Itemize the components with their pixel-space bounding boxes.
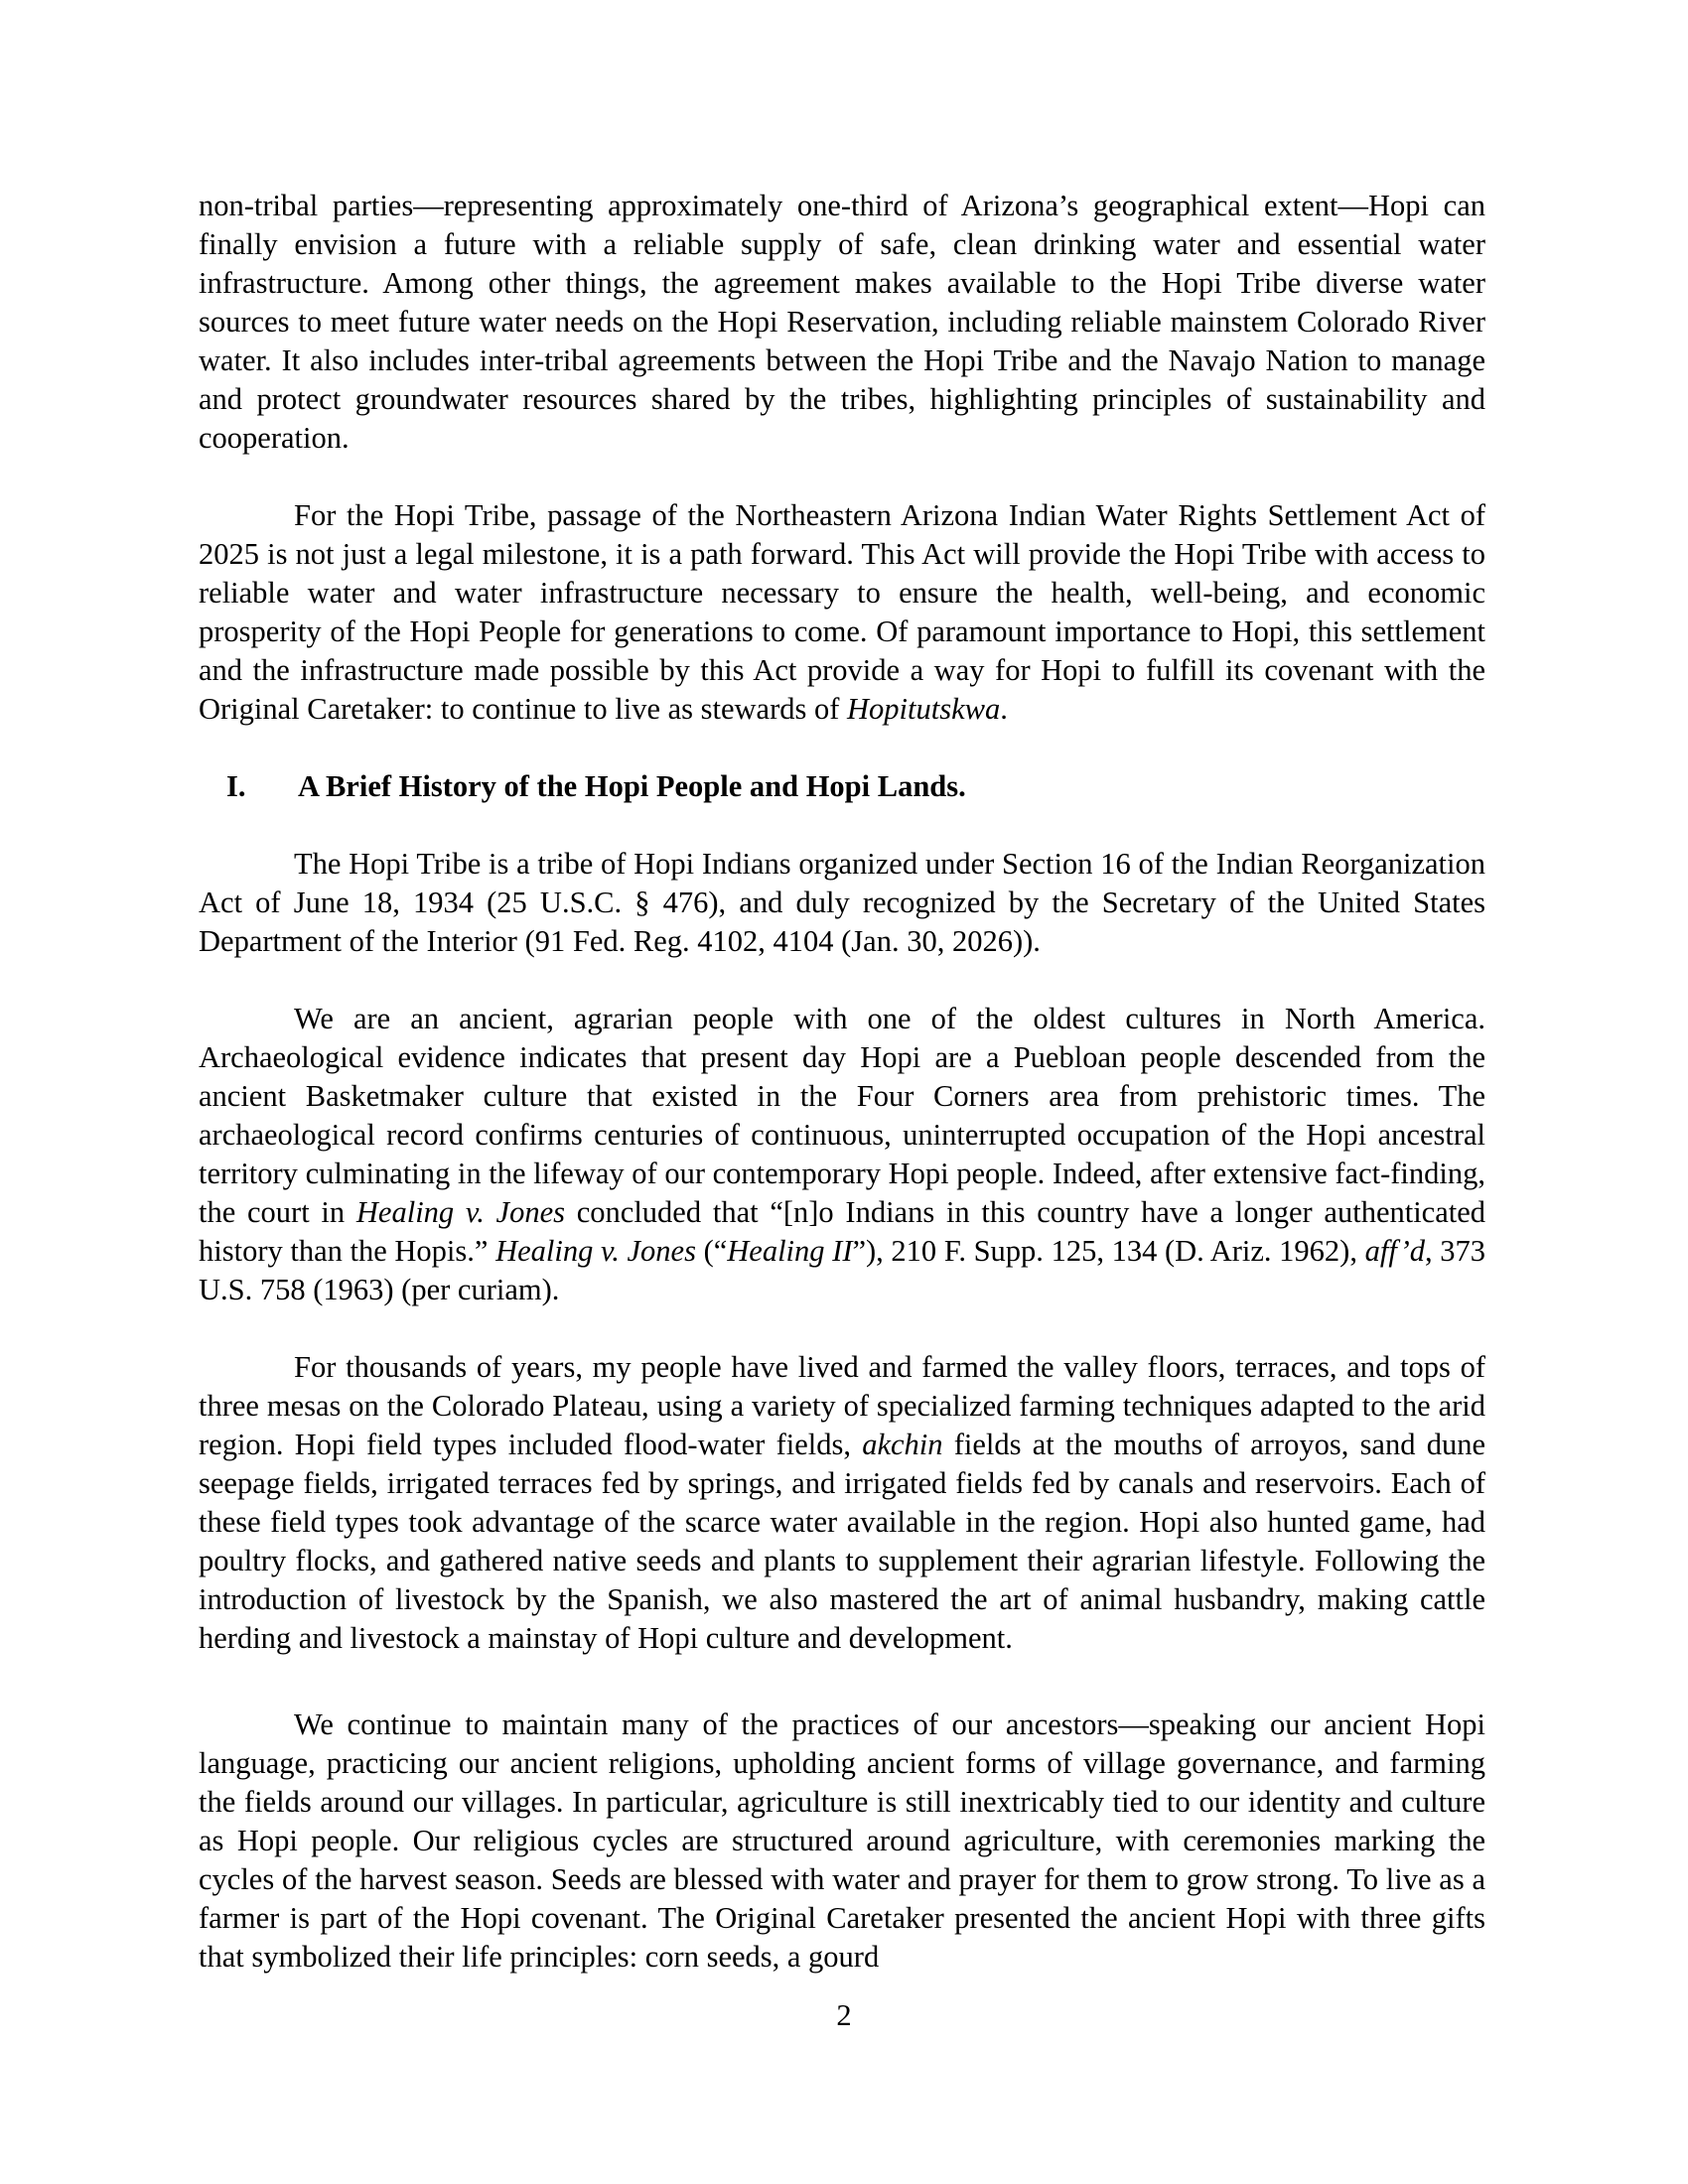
paragraph-5 — [199, 1348, 1485, 1658]
italic-text-segment: akchin — [862, 1428, 943, 1461]
paragraph-3 — [199, 845, 1485, 961]
text-segment: We continue to maintain many of the practices of our ancestors—speaking our ancient Hopi language, practicing our ancient religions, upholding ancient forms of village governance, and farming the fields around our villages. In particular, agriculture is still inextricably tied to our identity and culture as Hopi people. Our religious cycles are structured around agriculture, with ceremonies marking the cycles of the harvest season. Seeds are blessed with water and prayer for them to grow strong. To live as a farmer is part of the Hopi covenant. The Original Caretaker presented the ancient Hopi with three gifts that symbolized their life principles: corn seeds, a gourd — [199, 1707, 1485, 1974]
italic-text-segment: Healing II — [727, 1234, 853, 1268]
text-segment: fields at the mouths of arroyos, sand dune seepage fields, irrigated terraces fed by springs, and irrigated fields fed by canals and reservoirs. Each of these field types took advantage of the scarce water available in the region. Hopi also hunted game, had poultry flocks, and gathered native seeds and plants to supplement their agrarian lifestyle. Following the introduction of livestock by the Spanish, we also mastered the art of animal husbandry, making cattle herding and livestock a mainstay of Hopi culture and development. — [199, 1428, 1486, 1655]
italic-text-segment: aff’d — [1364, 1234, 1425, 1268]
italic-text-segment: Healing v. Jones — [355, 1195, 566, 1229]
section-heading — [199, 767, 1485, 806]
italic-text-segment: Healing v. Jones — [495, 1234, 696, 1268]
paragraph-4 — [199, 1000, 1485, 1309]
text-segment: , 373 U.S. 758 (1963) (per curiam). — [199, 1234, 1486, 1306]
text-segment: . — [1000, 692, 1008, 726]
text-segment: The Hopi Tribe is a tribe of Hopi Indians organized under Section 16 of the Indian Reorganization Act of June 18, 1934 (25 U.S.C. § 476), and duly recognized by the Secretary of the United States Department of the Interior (91 Fed. Reg. 4102, 4104 (Jan. 30, 2026)). — [199, 847, 1485, 958]
text-segment: We are an ancient, agrarian people with one of the oldest cultures in North America. Archaeological evidence indicates that present day Hopi are a Puebloan people descended from the ancient Basketmaker culture that existed in the Four Corners area from prehistoric times. The archaeological record confirms centuries of continuous, uninterrupted occupation of the Hopi ancestral territory culminating in the lifeway of our contemporary Hopi people. Indeed, after extensive fact-finding, the court in — [199, 1002, 1485, 1229]
section-number: I. — [226, 769, 246, 803]
page-number: 2 — [836, 1998, 852, 2032]
text-segment: (“ — [695, 1234, 728, 1268]
paragraph-6 — [199, 1706, 1485, 1977]
paragraph-1 — [199, 187, 1485, 458]
document-body — [199, 187, 1485, 1977]
paragraph-2 — [199, 496, 1485, 729]
text-segment: For the Hopi Tribe, passage of the Northeastern Arizona Indian Water Rights Settlement Act of 2025 is not just a legal milestone, it is a path forward. This Act will provide the Hopi Tribe with access to reliable water and water infrastructure necessary to ensure the health, well-being, and economic prosperity of the Hopi People for generations to come. Of paramount importance to Hopi, this settlement and the infrastructure made possible by this Act provide a way for Hopi to fulfill its covenant with the Original Caretaker: to continue to live as stewards of — [199, 498, 1485, 726]
text-segment: concluded that “[n]o Indians in this country have a longer authenticated history than the Hopis.” — [199, 1195, 1486, 1268]
text-segment: For thousands of years, my people have lived and farmed the valley floors, terraces, and tops of three mesas on the Colorado Plateau, using a variety of specialized farming techniques adapted to the arid region. Hopi field types included flood-water fields, — [199, 1350, 1485, 1461]
text-segment: non-tribal parties—representing approximately one-third of Arizona’s geographical extent—Hopi can finally envision a future with a reliable supply of safe, clean drinking water and essential water infrastructure. Among other things, the agreement makes available to the Hopi Tribe diverse water sources to meet future water needs on the Hopi Reservation, including reliable mainstem Colorado River water. It also includes inter-tribal agreements between the Hopi Tribe and the Navajo Nation to manage and protect groundwater resources shared by the tribes, highlighting principles of sustainability and cooperation. — [199, 189, 1485, 455]
section-title: A Brief History of the Hopi People and Hopi Lands. — [298, 769, 966, 803]
text-segment: ”), 210 F. Supp. 125, 134 (D. Ariz. 1962), — [852, 1234, 1365, 1268]
italic-text-segment: Hopitutskwa — [847, 692, 1001, 726]
